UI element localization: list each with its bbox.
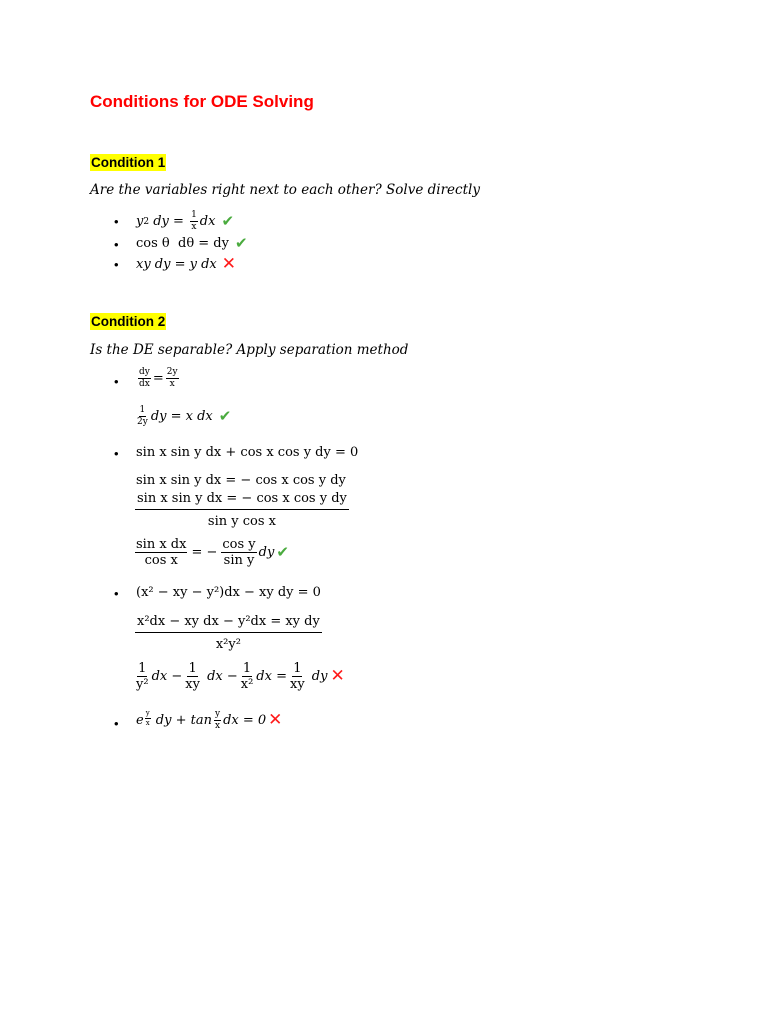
c1-item-2: cos θ dθ = dy ✔	[136, 234, 248, 252]
c2-item-4-equation: e y x dy + tan y x dx = 0 ✕	[136, 709, 283, 731]
c2-item-2-equation: sin x sin y dx + cos x cos y dy = 0	[136, 445, 359, 460]
c1-item-1: y 2 dy = $\frac{1}{x}$ dx ✔	[136, 210, 235, 232]
condition-1-heading: Condition 1	[91, 155, 166, 170]
c2-item-3-step-2: 1 y² dx − $\frac{1}{xy}$ dx − $\frac{1}{\text{x²}}$ dx = $\frac{1}{xy}$ dy ✕	[136, 661, 345, 692]
bullet-icon: •	[114, 374, 119, 389]
bullet-icon: •	[114, 257, 119, 272]
c2-item-2-step-2: sin x sin y dx = − cos x cos y dy sin y cos x	[137, 491, 347, 529]
page-title: Conditions for ODE Solving	[90, 92, 314, 111]
condition-1-question: Are the variables right next to each other? Solve directly	[90, 182, 480, 198]
c2-item-3-equation: (x² − xy − y²)dx − xy dy = 0	[136, 585, 321, 600]
check-icon: ✔	[276, 543, 289, 561]
check-icon: ✔	[234, 234, 248, 252]
c2-item-1-equation: $\frac{dy}{dx}$ = $\frac{2y}{x}$	[139, 367, 178, 389]
check-icon: ✔	[221, 212, 235, 230]
check-icon: ✔	[218, 407, 232, 425]
bullet-icon: •	[114, 214, 119, 229]
bullet-icon: •	[114, 716, 119, 731]
c2-item-3-step-1: x²dx − xy dx − y²dx = xy dy x²y²	[137, 614, 320, 652]
condition-2-heading: Condition 2	[91, 314, 166, 329]
c2-item-2-step-1: sin x sin y dx = − cos x cos y dy	[136, 473, 346, 488]
cross-icon: ✕	[330, 666, 345, 686]
c1-item-3: xy dy = y dx ✕	[136, 254, 237, 274]
condition-2-question: Is the DE separable? Apply separation method	[90, 342, 409, 358]
cross-icon: ✕	[268, 710, 283, 730]
c2-item-2-step-3: $\frac{\text{sin x dx}}{\text{cos x}}$ = − $\frac{\text{cos y}}{\text{sin y}}$ dy ✔	[136, 537, 289, 568]
bullet-icon: •	[114, 237, 119, 252]
bullet-icon: •	[114, 586, 119, 601]
c2-item-1-step: 1 2y dy = x dx ✔	[137, 405, 232, 427]
cross-icon: ✕	[221, 254, 237, 274]
bullet-icon: •	[114, 446, 119, 461]
